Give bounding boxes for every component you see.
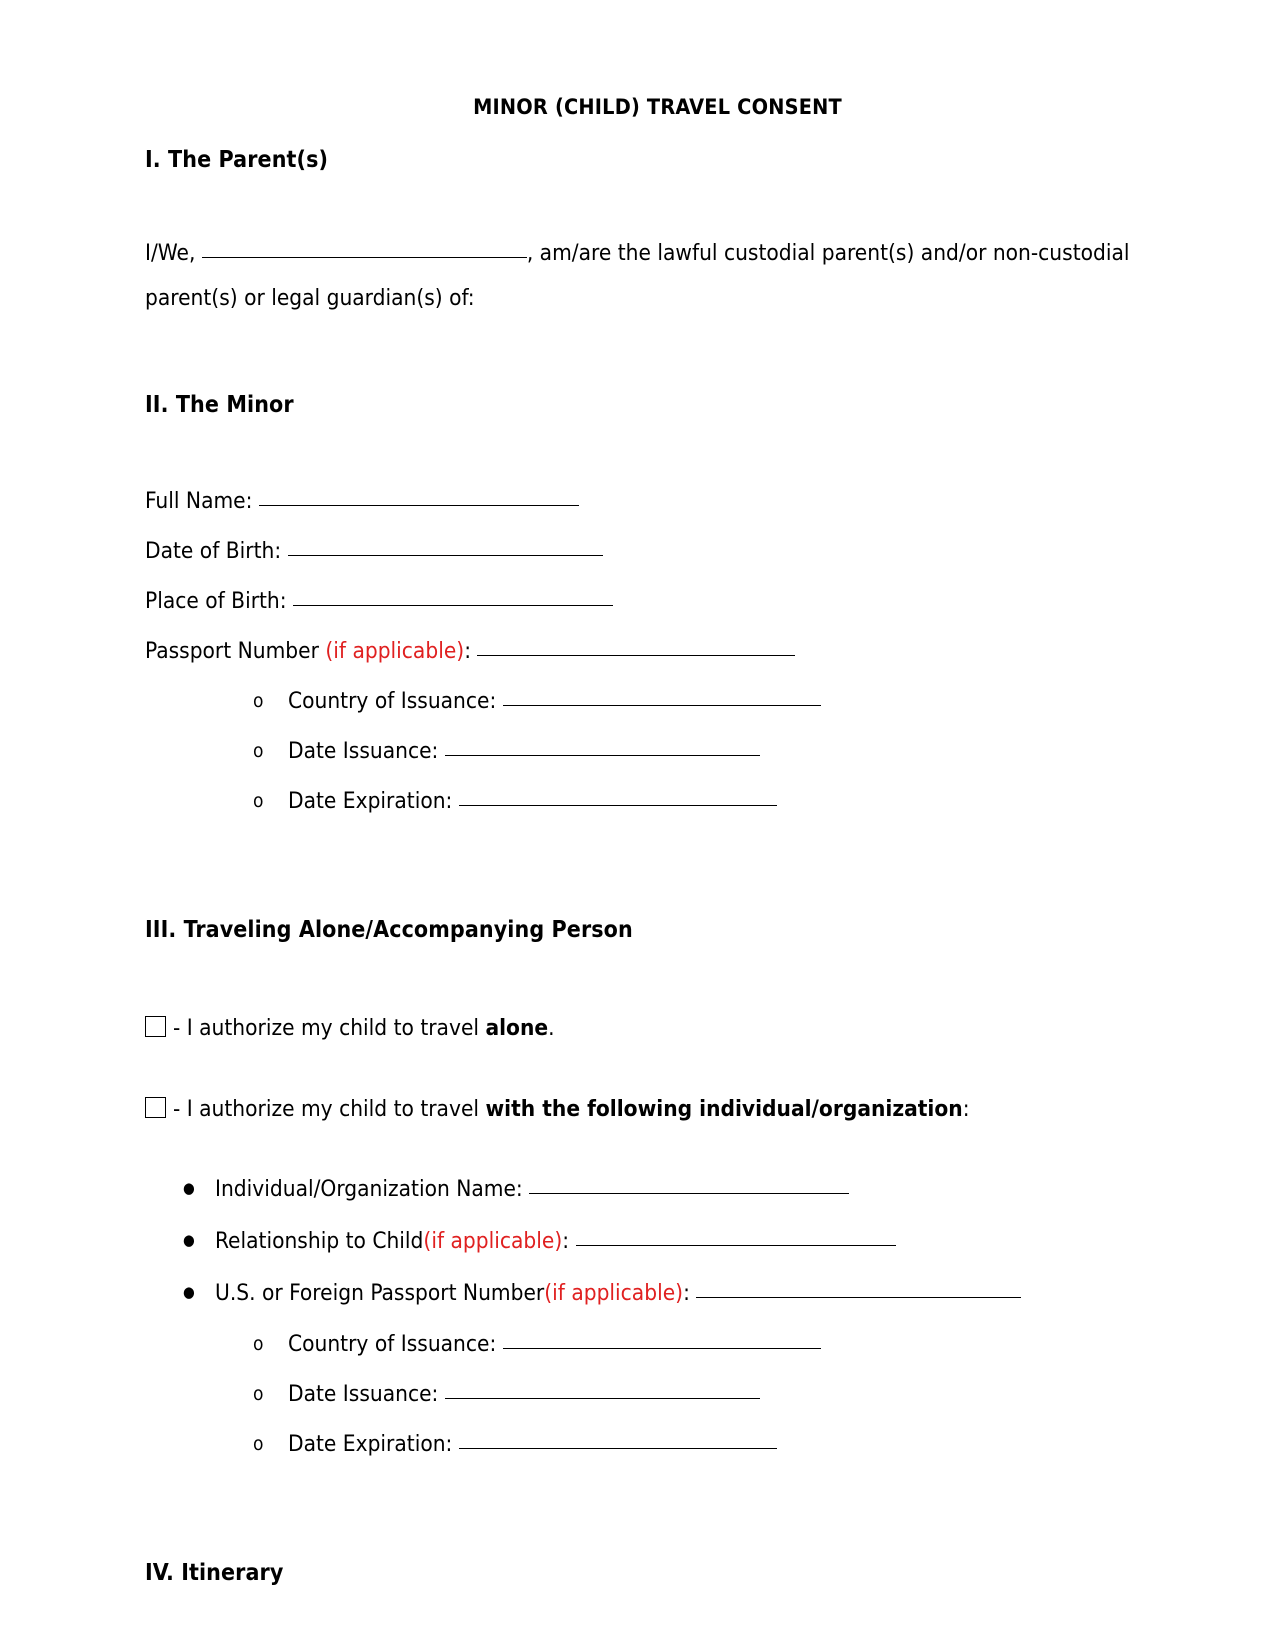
list-item-org-name [145, 1163, 1130, 1215]
label-org-name: Individual/Organization Name: [215, 1176, 523, 1202]
passport-sub-list [145, 676, 1130, 826]
checkbox-travel-with-individual[interactable] [145, 1097, 166, 1118]
field-label-place-of-birth: Place of Birth: [145, 588, 287, 614]
label-date-issuance: Date Issuance: [288, 1381, 439, 1407]
spacer [145, 1137, 1130, 1163]
passport-colon: : [683, 1280, 690, 1306]
option-travel-with[interactable] [145, 1082, 1130, 1137]
parents-statement [145, 231, 1130, 321]
org-name-blank[interactable] [529, 1193, 849, 1194]
field-label-full-name: Full Name: [145, 488, 253, 514]
section-heading-traveling: III. Traveling Alone/Accompanying Person [145, 917, 633, 943]
parents-line-suffix: , am/are the lawful custodial parent(s) and/or non-custodial [526, 240, 1130, 266]
field-label-passport-number: Passport Number [145, 638, 319, 664]
section-heading-parents: I. The Parent(s) [145, 147, 329, 173]
accompanying-person-list [145, 1163, 1130, 1319]
option-with-suffix: : [962, 1096, 970, 1122]
list-item-date-expiration [145, 776, 1130, 826]
field-label-date-of-birth: Date of Birth: [145, 538, 282, 564]
spacer [145, 826, 1130, 890]
note-if-applicable: (if applicable) [423, 1228, 563, 1254]
list-item-date-issuance [145, 1369, 1130, 1419]
spacer [145, 418, 1130, 476]
section-heading-itinerary: IV. Itinerary [145, 1560, 284, 1586]
full-name-blank[interactable] [259, 505, 579, 506]
date-of-birth-blank[interactable] [288, 555, 603, 556]
label-foreign-passport-number: U.S. or Foreign Passport Number [215, 1280, 545, 1306]
spacer [145, 173, 1130, 231]
option-with-prefix: - I authorize my child to travel [173, 1096, 486, 1122]
list-item-relationship [145, 1215, 1130, 1267]
parent-name-blank[interactable] [202, 257, 527, 258]
label-date-expiration: Date Expiration: [288, 1431, 453, 1457]
date-expiration-blank-2[interactable] [459, 1448, 777, 1449]
passport-number-blank[interactable] [477, 655, 795, 656]
list-item-date-issuance [145, 726, 1130, 776]
passport-colon: : [464, 638, 472, 664]
option-alone-prefix: - I authorize my child to travel [173, 1015, 486, 1041]
field-passport-number [145, 626, 1130, 676]
place-of-birth-blank[interactable] [293, 605, 613, 606]
note-if-applicable: (if applicable) [544, 1280, 684, 1306]
field-place-of-birth [145, 576, 1130, 626]
list-item-passport-number [145, 1267, 1130, 1319]
label-country-of-issuance: Country of Issuance: [288, 688, 497, 714]
country-of-issuance-blank[interactable] [503, 705, 821, 706]
relationship-colon: : [562, 1228, 570, 1254]
label-country-of-issuance: Country of Issuance: [288, 1331, 497, 1357]
relationship-blank[interactable] [576, 1245, 896, 1246]
list-item-date-expiration [145, 1419, 1130, 1469]
spacer [145, 321, 1130, 365]
field-date-of-birth [145, 526, 1130, 576]
label-date-issuance: Date Issuance: [288, 738, 439, 764]
label-relationship: Relationship to Child [215, 1228, 424, 1254]
list-item-country-of-issuance [145, 1319, 1130, 1369]
checkbox-travel-alone[interactable] [145, 1016, 166, 1037]
date-expiration-blank[interactable] [459, 805, 777, 806]
option-travel-alone[interactable] [145, 1001, 1130, 1056]
note-if-applicable: (if applicable) [325, 638, 465, 664]
parents-line-prefix: I/We, [145, 240, 196, 266]
option-with-strong: with the following individual/organization [485, 1096, 963, 1122]
option-alone-suffix: . [548, 1015, 555, 1041]
spacer [145, 1469, 1130, 1533]
page-title: MINOR (CHILD) TRAVEL CONSENT [473, 95, 842, 120]
section-heading-minor: II. The Minor [145, 392, 294, 418]
list-item-country-of-issuance [145, 676, 1130, 726]
field-full-name [145, 476, 1130, 526]
spacer [145, 943, 1130, 1001]
parents-line-second: parent(s) or legal guardian(s) of: [145, 285, 475, 311]
date-issuance-blank-2[interactable] [445, 1398, 760, 1399]
accompanying-passport-sub-list [145, 1319, 1130, 1469]
spacer [145, 1056, 1130, 1082]
country-of-issuance-blank-2[interactable] [503, 1348, 821, 1349]
date-issuance-blank[interactable] [445, 755, 760, 756]
foreign-passport-number-blank[interactable] [696, 1297, 1021, 1298]
label-date-expiration: Date Expiration: [288, 788, 453, 814]
option-alone-strong: alone [485, 1015, 549, 1041]
